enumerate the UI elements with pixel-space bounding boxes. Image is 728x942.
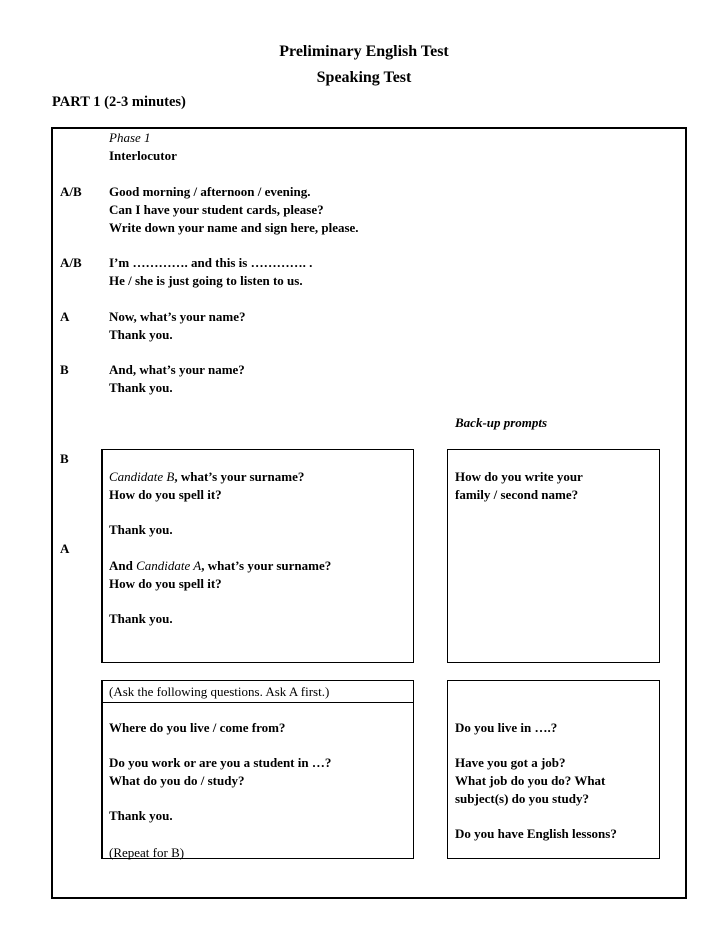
- backup-prompts-heading: Back-up prompts: [455, 415, 548, 430]
- script-line: Good morning / afternoon / evening.: [109, 184, 311, 199]
- interlocutor-label: Interlocutor: [109, 148, 177, 163]
- speaker-label-b: B: [60, 451, 69, 466]
- phase-label: Phase 1: [109, 130, 151, 145]
- backup-line: family / second name?: [455, 487, 579, 502]
- script-line: Write down your name and sign here, please.: [109, 220, 359, 235]
- script-line: And, what’s your name?: [109, 362, 245, 377]
- candidate-a-label: Candidate A: [136, 558, 202, 573]
- page-title: Preliminary English Test: [279, 43, 449, 60]
- script-line: Now, what’s your name?: [109, 309, 246, 324]
- speaker-label: A/B: [60, 255, 82, 270]
- speaker-label-a: A: [60, 541, 70, 556]
- spell-question: How do you spell it?: [109, 576, 222, 591]
- backup-line: subject(s) do you study?: [455, 791, 589, 806]
- speaker-label: A: [60, 309, 70, 324]
- surname-question-a: [109, 557, 331, 575]
- question-line: Do you work or are you a student in …?: [109, 755, 332, 770]
- script-line: Can I have your student cards, please?: [109, 202, 324, 217]
- backup-line: Do you have English lessons?: [455, 826, 617, 841]
- surname-question-b: [109, 468, 304, 486]
- speaker-label: A/B: [60, 184, 82, 199]
- speaker-label: B: [60, 362, 69, 377]
- spell-question: How do you spell it?: [109, 487, 222, 502]
- part-heading: PART 1 (2-3 minutes): [52, 94, 186, 110]
- surname-question-text: , what’s your surname?: [174, 469, 305, 484]
- thank-you-line: Thank you.: [109, 808, 173, 823]
- question-line: Where do you live / come from?: [109, 720, 286, 735]
- script-line: He / she is just going to listen to us.: [109, 273, 303, 288]
- candidate-b-label: Candidate B: [109, 469, 175, 484]
- instruction-divider: [101, 702, 414, 703]
- script-line: Thank you.: [109, 327, 173, 342]
- thank-you-line: Thank you.: [109, 522, 173, 537]
- question-line: What do you do / study?: [109, 773, 245, 788]
- backup-line: How do you write your: [455, 469, 583, 484]
- backup-line: Have you got a job?: [455, 755, 566, 770]
- repeat-instruction: (Repeat for B): [109, 845, 185, 860]
- backup-line: Do you live in ….?: [455, 720, 558, 735]
- page-subtitle: Speaking Test: [316, 69, 412, 86]
- instruction-text: (Ask the following questions. Ask A first.): [109, 684, 330, 699]
- thank-you-line: Thank you.: [109, 611, 173, 626]
- script-line: Thank you.: [109, 380, 173, 395]
- backup-line: What job do you do? What: [455, 773, 606, 788]
- surname-question-text: , what’s your surname?: [201, 558, 332, 573]
- script-line: I’m …………. and this is …………. .: [109, 255, 313, 270]
- and-prefix: And: [109, 558, 137, 573]
